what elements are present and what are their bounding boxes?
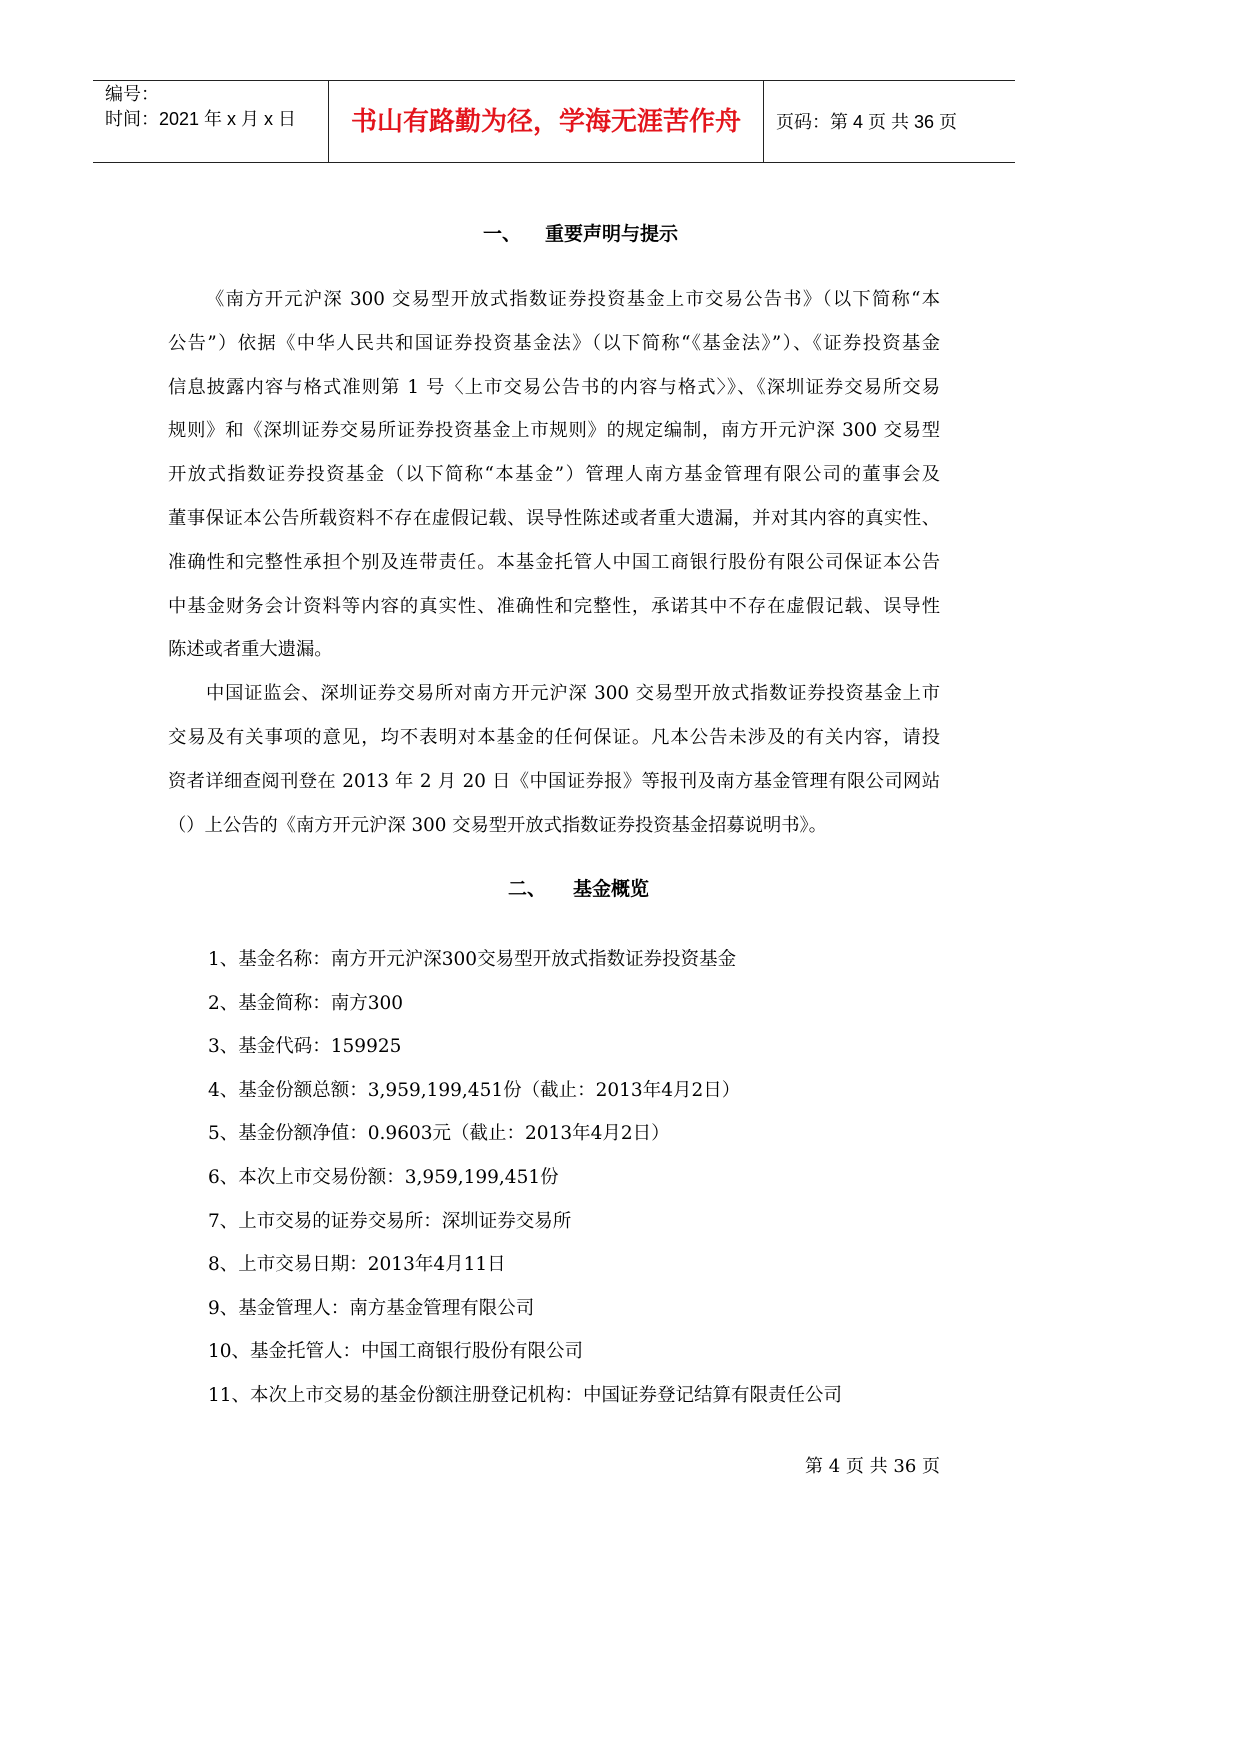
paragraph-line: 中基金财务会计资料等内容的真实性、准确性和完整性，承诺其中不存在虚假记载、误导性 xyxy=(168,595,940,617)
list-item: 1、基金名称：南方开元沪深300交易型开放式指数证券投资基金 xyxy=(208,949,737,970)
paragraph xyxy=(168,278,940,672)
paragraph-line: 董事保证本公告所载资料不存在虚假记载、误导性陈述或者重大遗漏，并对其内容的真实性、 xyxy=(168,507,940,529)
header-table xyxy=(93,80,1015,163)
list-item: 6、本次上市交易份额：3,959,199,451份 xyxy=(208,1166,559,1188)
paragraph-line: 公告”）依据《中华人民共和国证券投资基金法》（以下简称“《基金法》”）、《证券投资基金 xyxy=(168,332,940,354)
list-item: 10、基金托管人：中国工商银行股份有限公司 xyxy=(208,1341,584,1363)
section-number: 二、 xyxy=(508,879,547,900)
list-item: 4、基金份额总额：3,959,199,451份（截止：2013年4月2日） xyxy=(208,1079,741,1101)
list-item: 5、基金份额净值：0.9603元（截止：2013年4月2日） xyxy=(208,1123,670,1145)
list-item: 7、上市交易的证券交易所：深圳证券交易所 xyxy=(208,1210,572,1232)
document-number-label: 编号： xyxy=(105,84,159,104)
statement-body xyxy=(168,278,940,847)
paragraph-line: （）上公告的《南方开元沪深 300 交易型开放式指数证券投资基金招募说明书》。 xyxy=(168,814,827,836)
header-cell-motto xyxy=(328,81,763,162)
page-code-text: 页码：第 4 页 共 36 页 xyxy=(776,112,958,132)
list-item: 2、基金简称：南方300 xyxy=(208,992,404,1014)
paragraph-line: 规则》和《深圳证券交易所证券投资基金上市规则》的规定编制，南方开元沪深 300 交易型 xyxy=(168,420,940,442)
header-cell-page xyxy=(763,81,1015,162)
paragraph-line: 开放式指数证券投资基金（以下简称“本基金”）管理人南方基金管理有限公司的董事会及 xyxy=(168,464,940,486)
header-cell-info xyxy=(93,81,328,162)
paragraph-line: 中国证监会、深圳证券交易所对南方开元沪深 300 交易型开放式指数证券投资基金上市 xyxy=(206,683,940,705)
list-item: 3、基金代码：159925 xyxy=(208,1036,402,1058)
section-heading-statement xyxy=(0,220,1241,250)
footer-page-number: 第 4 页 共 36 页 xyxy=(805,1456,940,1477)
paragraph-line: 《南方开元沪深 300 交易型开放式指数证券投资基金上市交易公告书》（以下简称“本 xyxy=(206,289,940,310)
paragraph xyxy=(168,672,940,847)
list-item: 8、上市交易日期：2013年4月11日 xyxy=(208,1254,506,1276)
section-title: 重要声明与提示 xyxy=(545,224,679,245)
paragraph-line: 信息披露内容与格式准则第 1 号〈上市交易公告书的内容与格式〉》、《深圳证券交易所交易 xyxy=(168,376,940,398)
paragraph-line: 资者详细查阅刊登在 2013 年 2 月 20 日《中国证券报》等报刊及南方基金管理有限公司网站 xyxy=(168,770,940,792)
fund-overview-list xyxy=(208,938,968,1418)
motto-text: 书山有路勤为径，学海无涯苦作舟 xyxy=(350,107,741,137)
paragraph-line: 陈述或者重大遗漏。 xyxy=(168,639,333,661)
section-title: 基金概览 xyxy=(573,879,650,900)
list-item: 9、基金管理人：南方基金管理有限公司 xyxy=(208,1297,535,1319)
document-time-label: 时间：2021 年 x 月 x 日 xyxy=(105,109,297,129)
section-heading-overview xyxy=(0,875,1241,905)
section-number: 一、 xyxy=(483,224,522,245)
paragraph-line: 准确性和完整性承担个别及连带责任。本基金托管人中国工商银行股份有限公司保证本公告 xyxy=(168,551,940,573)
list-item: 11、本次上市交易的基金份额注册登记机构：中国证券登记结算有限责任公司 xyxy=(208,1384,843,1406)
paragraph-line: 交易及有关事项的意见，均不表明对本基金的任何保证。凡本公告未涉及的有关内容，请投 xyxy=(168,726,940,748)
